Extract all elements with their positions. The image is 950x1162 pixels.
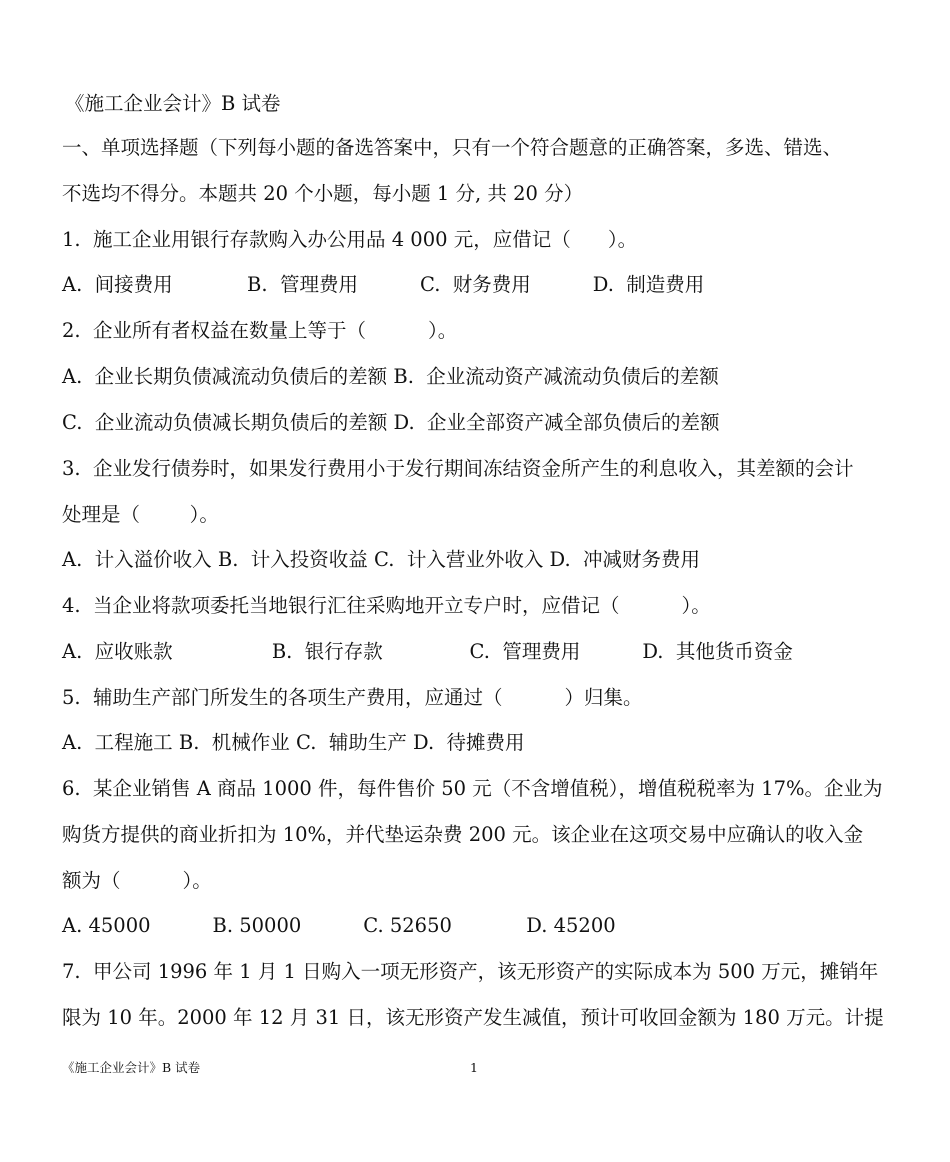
question-3-line-2: 处理是（ ）。: [62, 503, 219, 526]
page-number: 1: [470, 1060, 478, 1075]
section-heading-line-2: 不选均不得分。本题共 20 个小题，每小题 1 分, 共 20 分）: [62, 182, 584, 205]
document-title: 《施工企业会计》B 试卷: [65, 92, 281, 115]
footer-title: 《施工企业会计》B 试卷: [62, 1060, 201, 1075]
question-6-line-3: 额为（ ）。: [62, 869, 212, 892]
question-6-line-1: 6. 某企业销售 A 商品 1000 件，每件售价 50 元（不含增值税），增值税税率为 17%。企业为: [62, 777, 883, 800]
question-3-options: A. 计入溢价收入 B. 计入投资收益 C. 计入营业外收入 D. 冲减财务费用: [62, 548, 701, 571]
question-4-options: A. 应收账款 B. 银行存款 C. 管理费用 D. 其他货币资金: [62, 640, 793, 663]
question-2-options-c-d: C. 企业流动负债减长期负债后的差额 D. 企业全部资产减全部负债后的差额: [62, 411, 720, 434]
question-1-options: A. 间接费用 B. 管理费用 C. 财务费用 D. 制造费用: [62, 273, 705, 296]
question-4: 4. 当企业将款项委托当地银行汇往采购地开立专户时，应借记（ ）。: [62, 594, 711, 617]
question-1: 1. 施工企业用银行存款购入办公用品 4 000 元，应借记（ ）。: [62, 228, 638, 251]
question-3-line-1: 3. 企业发行债券时，如果发行费用小于发行期间冻结资金所产生的利息收入，其差额的会计: [62, 457, 854, 480]
question-7-line-2: 限为 10 年。2000 年 12 月 31 日，该无形资产发生减值，预计可收回金额为 180 万元。计提: [62, 1006, 884, 1029]
question-5-options: A. 工程施工 B. 机械作业 C. 辅助生产 D. 待摊费用: [62, 731, 525, 754]
question-2-options-a-b: A. 企业长期负债减流动负债后的差额 B. 企业流动资产减流动负债后的差额: [62, 365, 719, 388]
question-7-line-1: 7. 甲公司 1996 年 1 月 1 日购入一项无形资产，该无形资产的实际成本为 500 万元，摊销年: [62, 960, 879, 983]
question-2: 2. 企业所有者权益在数量上等于（ ）。: [62, 319, 458, 342]
section-heading-line-1: 一、单项选择题（下列每小题的备选答案中，只有一个符合题意的正确答案，多选、错选、: [62, 136, 843, 159]
question-6-line-2: 购货方提供的商业折扣为 10%，并代垫运杂费 200 元。该企业在这项交易中应确认的收入金: [62, 823, 864, 846]
question-5: 5. 辅助生产部门所发生的各项生产费用，应通过（ ）归集。: [62, 686, 643, 709]
question-6-options: A. 45000 B. 50000 C. 52650 D. 45200: [62, 914, 616, 937]
